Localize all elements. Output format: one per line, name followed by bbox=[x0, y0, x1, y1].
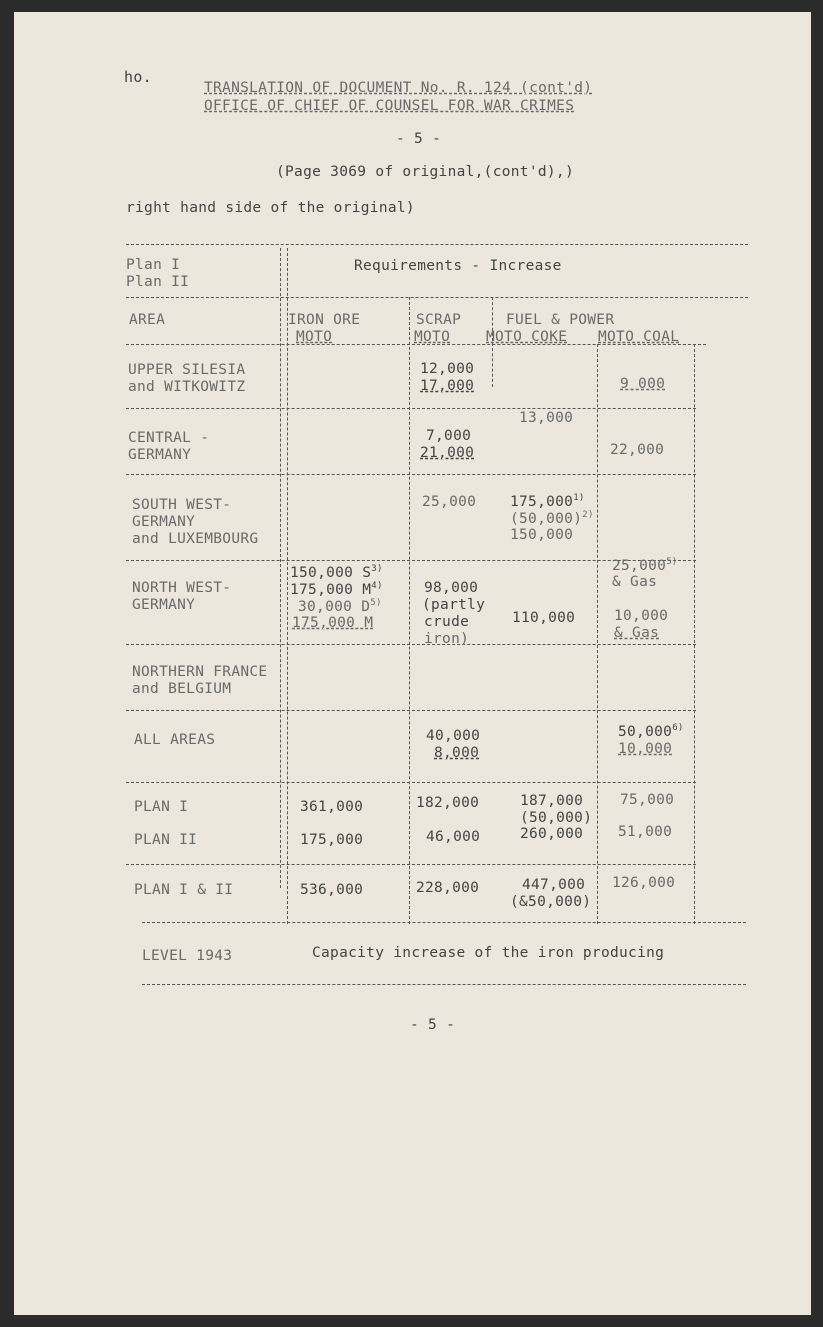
row-area-south-west-2: GERMANY bbox=[132, 514, 196, 530]
cell-coal-nw-2: & Gas bbox=[612, 574, 658, 590]
row-area-upper-silesia: UPPER SILESIA bbox=[128, 362, 246, 378]
cell-coke-c: 13,000 bbox=[519, 410, 574, 426]
cell-coal-nw-3: 10,000 bbox=[614, 608, 669, 624]
cell-coal-all: 50,000$^{6)}$ bbox=[618, 723, 684, 740]
cell-coal-all-2: 10,000 bbox=[618, 741, 673, 757]
cell-coal-p12: 126,000 bbox=[612, 875, 676, 891]
cell-coal-nw-4: & Gas bbox=[614, 625, 660, 641]
cell-scrap-all-1: 40,000 bbox=[426, 728, 481, 744]
page-reference: (Page 3069 of original,(cont'd),) bbox=[276, 164, 574, 180]
cell-scrap-c-1: 7,000 bbox=[426, 428, 472, 444]
cell-scrap-nw-1: 98,000 bbox=[424, 580, 479, 596]
cell-coal-p1: 75,000 bbox=[620, 792, 675, 808]
row-plan-2: PLAN II bbox=[134, 832, 198, 848]
fuel-header: FUEL & POWER bbox=[506, 312, 615, 328]
cell-coke-sw-1: 175,000$^{1)}$ bbox=[510, 493, 585, 510]
iron-ore-unit: MOTO bbox=[296, 329, 333, 345]
footer-capacity: Capacity increase of the iron producing bbox=[312, 945, 665, 961]
row-area-north-west-2: GERMANY bbox=[132, 597, 196, 613]
cell-coke-p12-2: (&50,000) bbox=[510, 894, 592, 910]
row-area-all: ALL AREAS bbox=[134, 732, 216, 748]
row-area-north-west: NORTH WEST- bbox=[132, 580, 232, 596]
cell-coke-p1: 187,000 bbox=[520, 793, 584, 809]
cell-coke-sw-2: $(50,000)^{2)}$ bbox=[510, 510, 594, 527]
cell-scrap-all-2: 8,000 bbox=[434, 745, 480, 761]
cell-scrap-us-2: 17,000 bbox=[420, 378, 475, 394]
cell-iron-nw-3: 30,000 $D^{5)}$ bbox=[298, 598, 382, 615]
cell-scrap-sw: 25,000 bbox=[422, 494, 477, 510]
cell-scrap-c-2: 21,000 bbox=[420, 445, 475, 461]
cell-coke-sw-3: 150,000 bbox=[510, 527, 574, 543]
cell-scrap-nw-3: crude bbox=[424, 614, 470, 630]
row-area-upper-silesia-2: and WITKOWITZ bbox=[128, 379, 246, 395]
cell-scrap-nw-4: iron) bbox=[424, 631, 470, 647]
scrap-header: SCRAP bbox=[416, 312, 462, 328]
page-number-bottom: - 5 - bbox=[410, 1017, 456, 1033]
document-number: ho. bbox=[124, 68, 152, 86]
cell-coke-p2: 260,000 bbox=[520, 826, 584, 842]
row-area-south-west-3: and LUXEMBOURG bbox=[132, 531, 259, 547]
page-number-top: - 5 - bbox=[396, 131, 442, 147]
footer-level: LEVEL 1943 bbox=[142, 948, 233, 964]
row-area-northern-france: NORTHERN FRANCE bbox=[132, 664, 268, 680]
cell-coke-nw: 110,000 bbox=[512, 610, 576, 626]
cell-iron-p1: 361,000 bbox=[300, 799, 364, 815]
cell-scrap-p12: 228,000 bbox=[416, 880, 480, 896]
side-note: right hand side of the original) bbox=[126, 200, 415, 216]
cell-iron-p12: 536,000 bbox=[300, 882, 364, 898]
coke-unit: MOTO COKE bbox=[486, 329, 568, 345]
header-office: OFFICE OF CHIEF OF COUNSEL FOR WAR CRIMES bbox=[204, 98, 575, 114]
document-page bbox=[14, 12, 811, 1315]
cell-iron-nw-4: 175,000 M bbox=[292, 615, 374, 631]
plan-label-2: Plan II bbox=[126, 274, 190, 290]
cell-iron-nw-1: 150,000 $S^{3)}$ bbox=[290, 564, 383, 581]
cell-scrap-nw-2: (partly bbox=[422, 597, 486, 613]
cell-coal-nw-1: 25,000$^{5)}$ bbox=[612, 557, 678, 574]
row-area-northern-france-2: and BELGIUM bbox=[132, 681, 232, 697]
cell-iron-p2: 175,000 bbox=[300, 832, 364, 848]
requirements-header: Requirements - Increase bbox=[354, 258, 562, 274]
cell-scrap-us-1: 12,000 bbox=[420, 361, 475, 377]
cell-coal-us: 9 000 bbox=[620, 376, 666, 392]
cell-coal-p2: 51,000 bbox=[618, 824, 673, 840]
coal-unit: MOTO COAL bbox=[598, 329, 680, 345]
cell-iron-nw-2: 175,000 $M^{4)}$ bbox=[290, 581, 383, 598]
cell-coke-p1-2: (50,000) bbox=[520, 810, 593, 826]
row-area-south-west: SOUTH WEST- bbox=[132, 497, 232, 513]
area-header: AREA bbox=[129, 312, 166, 328]
cell-coke-p12: 447,000 bbox=[522, 877, 586, 893]
cell-coal-c: 22,000 bbox=[610, 442, 665, 458]
cell-scrap-p1: 182,000 bbox=[416, 795, 480, 811]
row-plan-1: PLAN I bbox=[134, 799, 189, 815]
iron-ore-header: IRON ORE bbox=[288, 312, 361, 328]
plan-label-1: Plan I bbox=[126, 257, 181, 273]
header-title: TRANSLATION OF DOCUMENT No. R. 124 (cont'd) bbox=[204, 80, 593, 96]
row-plan-1-2: PLAN I & II bbox=[134, 882, 234, 898]
row-area-central-2: GERMANY bbox=[128, 447, 192, 463]
row-area-central: CENTRAL - bbox=[128, 430, 210, 446]
cell-scrap-p2: 46,000 bbox=[426, 829, 481, 845]
scrap-unit: MOTO bbox=[414, 329, 451, 345]
